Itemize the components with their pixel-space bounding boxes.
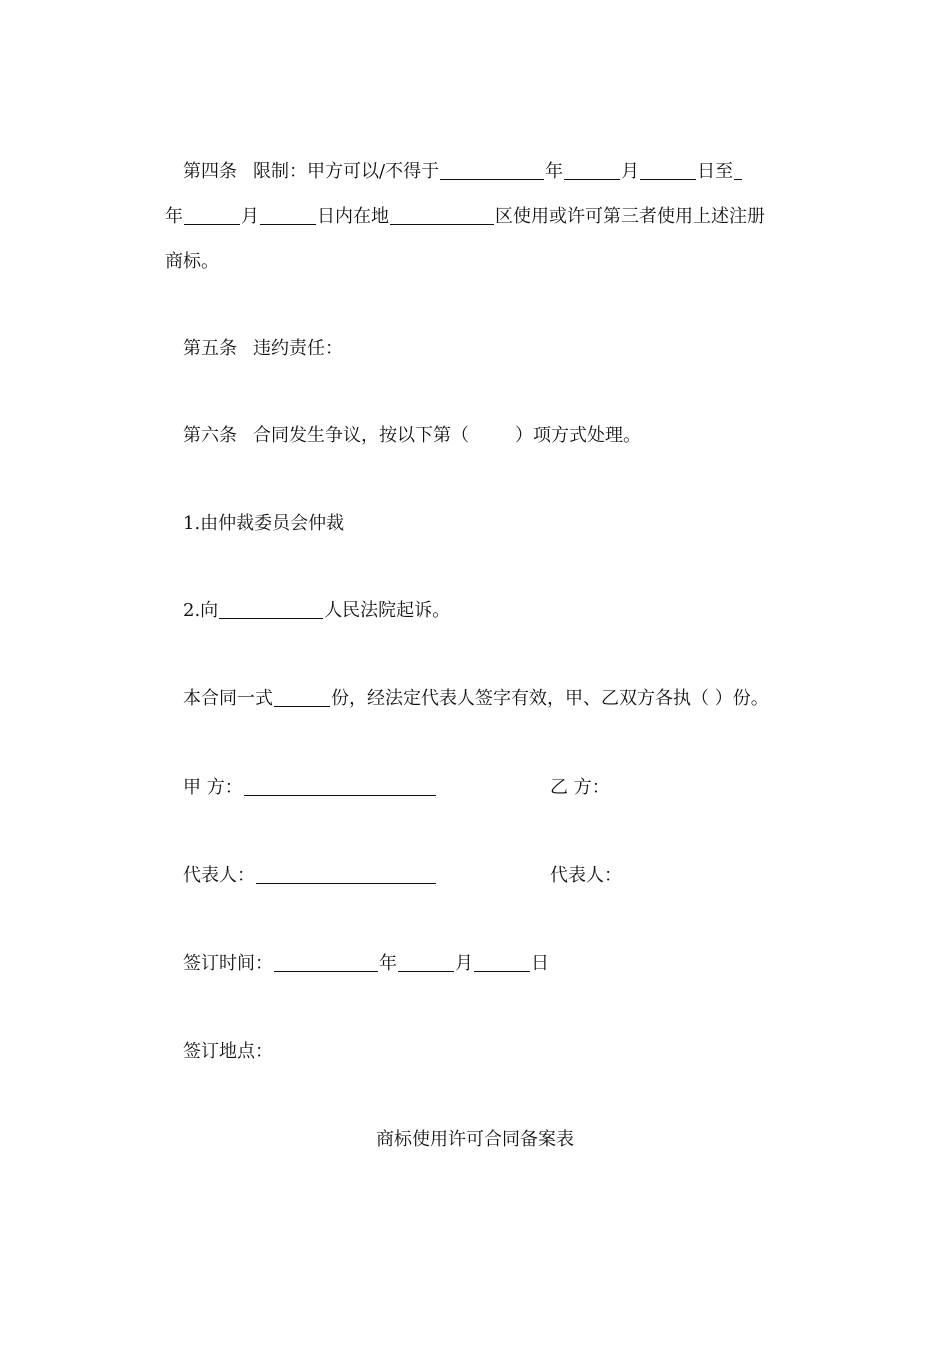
option-2-line (183, 599, 450, 623)
clause-5-heading: 违约责任： (253, 338, 343, 359)
option-1-text: 1.由仲裁委员会仲裁 (183, 513, 345, 534)
party-a-blank (244, 777, 436, 796)
month-blank (564, 161, 620, 180)
month-text: 月 (621, 161, 640, 182)
clause-6-text-a: 合同发生争议，按以下第（ (253, 425, 469, 446)
region-blank (390, 206, 494, 225)
year-text: 年 (545, 161, 564, 182)
sign-month-text: 月 (455, 953, 473, 974)
year-text-2: 年 (165, 206, 183, 227)
clause-4-text: 甲方可以/不得于 (307, 161, 440, 182)
sign-year-text: 年 (379, 953, 397, 974)
month-blank-2 (184, 206, 240, 225)
usage-text: 区使用或许可第三者使用上述注册 (495, 206, 765, 227)
day-to-text: 日至 (697, 161, 734, 182)
rep-b-line (550, 864, 622, 888)
footer-title: 商标使用许可合同备案表 (376, 1129, 574, 1150)
trademark-text: 商标。 (165, 251, 219, 272)
option-2-prefix: 2.向 (183, 600, 219, 621)
clause-4-heading: 限制： (253, 161, 307, 182)
sign-year-blank (274, 953, 378, 972)
day-blank (640, 161, 696, 180)
rep-b-label: 代表人： (550, 865, 622, 886)
party-b-label: 乙 方： (550, 777, 610, 798)
clause-6-label: 第六条 (183, 425, 237, 446)
clause-4-line-1 (183, 160, 743, 184)
month-text-2: 月 (241, 206, 259, 227)
sign-day-text: 日 (531, 953, 549, 974)
party-a-label: 甲 方： (183, 777, 243, 798)
clause-4-label: 第四条 (183, 161, 237, 182)
copies-suffix: 份，经法定代表人签字有效，甲、乙双方各执（ ）份。 (331, 688, 769, 709)
rep-a-line (183, 864, 437, 888)
option-2-suffix: 人民法院起诉。 (324, 600, 451, 621)
party-a-line (183, 776, 437, 800)
option-1-line (183, 512, 344, 536)
sign-day-blank (474, 953, 530, 972)
party-b-line (550, 776, 610, 800)
clause-4-line-3 (165, 250, 219, 274)
clause-6-text-b: ）项方式处理。 (515, 425, 641, 446)
court-blank (219, 600, 323, 619)
clause-4-line-2 (165, 205, 765, 229)
copies-line (183, 687, 769, 711)
copies-prefix: 本合同一式 (183, 688, 273, 709)
day-blank-2 (260, 206, 316, 225)
location-text: 日内在地 (317, 206, 389, 227)
sign-time-line (183, 952, 549, 976)
clause-5-label: 第五条 (183, 338, 237, 359)
sign-month-blank (398, 953, 454, 972)
clause-5-line (183, 337, 343, 361)
year-blank (440, 161, 544, 180)
clause-6-line (183, 424, 641, 448)
rep-a-label: 代表人： (183, 865, 255, 886)
sign-time-label: 签订时间： (183, 953, 273, 974)
rep-a-blank (256, 865, 436, 884)
sign-place-line (183, 1040, 273, 1064)
end-blank (734, 161, 742, 180)
copies-blank (274, 688, 330, 707)
sign-place-label: 签订地点： (183, 1041, 273, 1062)
